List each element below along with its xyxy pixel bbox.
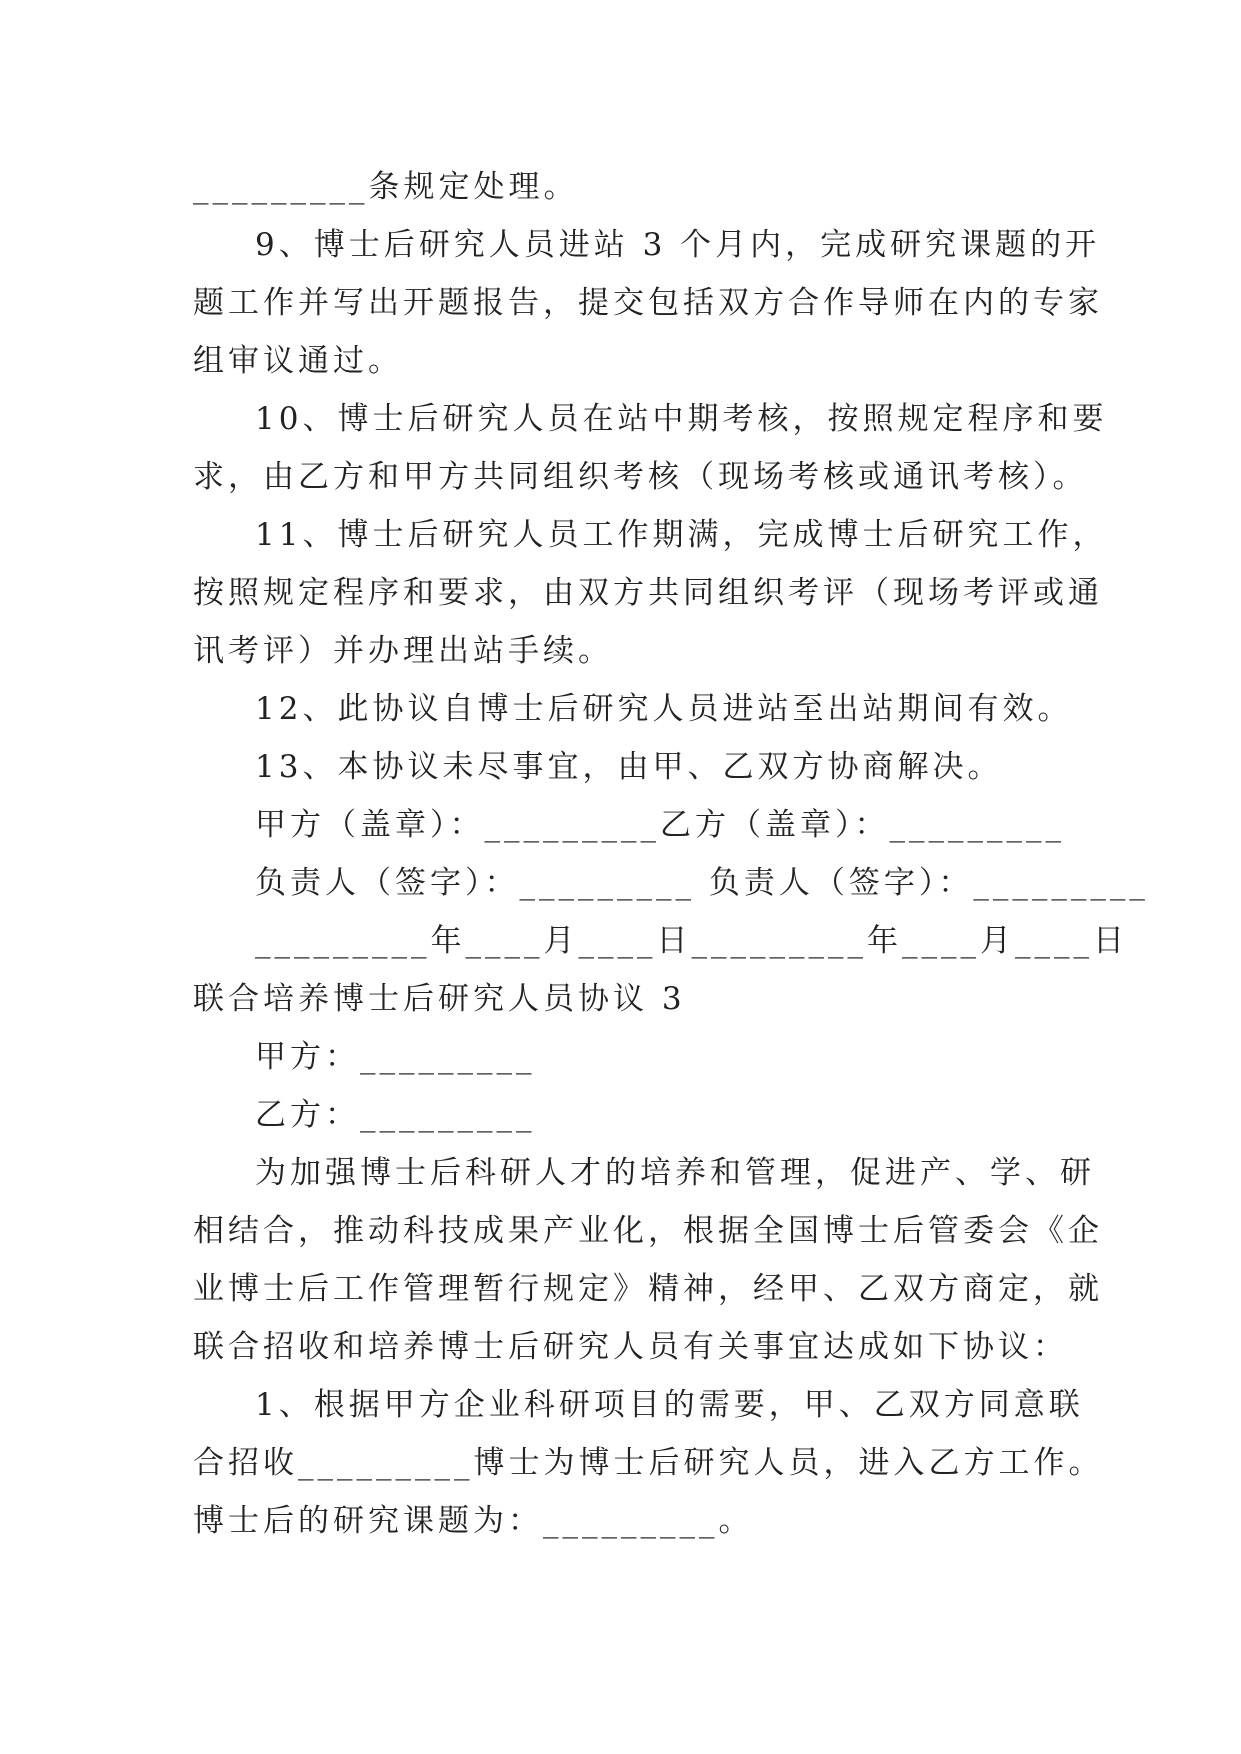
text-line: 10、博士后研究人员在站中期考核，按照规定程序和要 xyxy=(255,401,1108,437)
text-line: 题工作并写出开题报告，提交包括双方合作导师在内的专家 xyxy=(193,285,1103,321)
signature-line-seal: 甲方（盖章）：_________乙方（盖章）：_________ xyxy=(255,807,1065,843)
text-line: 博士后的研究课题为：_________。 xyxy=(193,1503,754,1539)
text-line: 9、博士后研究人员进站 3 个月内，完成研究课题的开 xyxy=(255,227,1101,263)
text-line: _________条规定处理。 xyxy=(193,169,579,205)
text-line: 求，由乙方和甲方共同组织考核（现场考核或通讯考核）。 xyxy=(193,459,1088,495)
text-line: 相结合，推动科技成果产业化，根据全国博士后管委会《企 xyxy=(193,1213,1103,1249)
text-line: 组审议通过。 xyxy=(193,343,403,379)
text-line: 按照规定程序和要求，由双方共同组织考评（现场考评或通 xyxy=(193,575,1103,611)
party-b-line: 乙方：_________ xyxy=(255,1097,536,1133)
text-line: 为加强博士后科研人才的培养和管理，促进产、学、研 xyxy=(255,1155,1095,1191)
text-line: 合招收_________博士为博士后研究人员，进入乙方工作。 xyxy=(193,1445,1104,1481)
text-line: 业博士后工作管理暂行规定》精神，经甲、乙双方商定，就 xyxy=(193,1271,1103,1307)
text-line: 11、博士后研究人员工作期满，完成博士后研究工作， xyxy=(255,517,1108,553)
text-line: 1、根据甲方企业科研项目的需要，甲、乙双方同意联 xyxy=(255,1387,1084,1423)
section-title: 联合培养博士后研究人员协议 3 xyxy=(193,981,686,1017)
text-line: 联合招收和培养博士后研究人员有关事宜达成如下协议： xyxy=(193,1329,1068,1365)
date-line: _________年____月____日_________年____月____日 xyxy=(255,923,1128,959)
text-line: 讯考评）并办理出站手续。 xyxy=(193,633,613,669)
text-line: 13、本协议未尽事宜，由甲、乙双方协商解决。 xyxy=(255,749,1003,785)
text-line: 12、此协议自博士后研究人员进站至出站期间有效。 xyxy=(255,691,1073,727)
party-a-line: 甲方：_________ xyxy=(255,1039,536,1075)
signature-line-signer: 负责人（签字）：_________ 负责人（签字）：_________ xyxy=(255,865,1149,901)
